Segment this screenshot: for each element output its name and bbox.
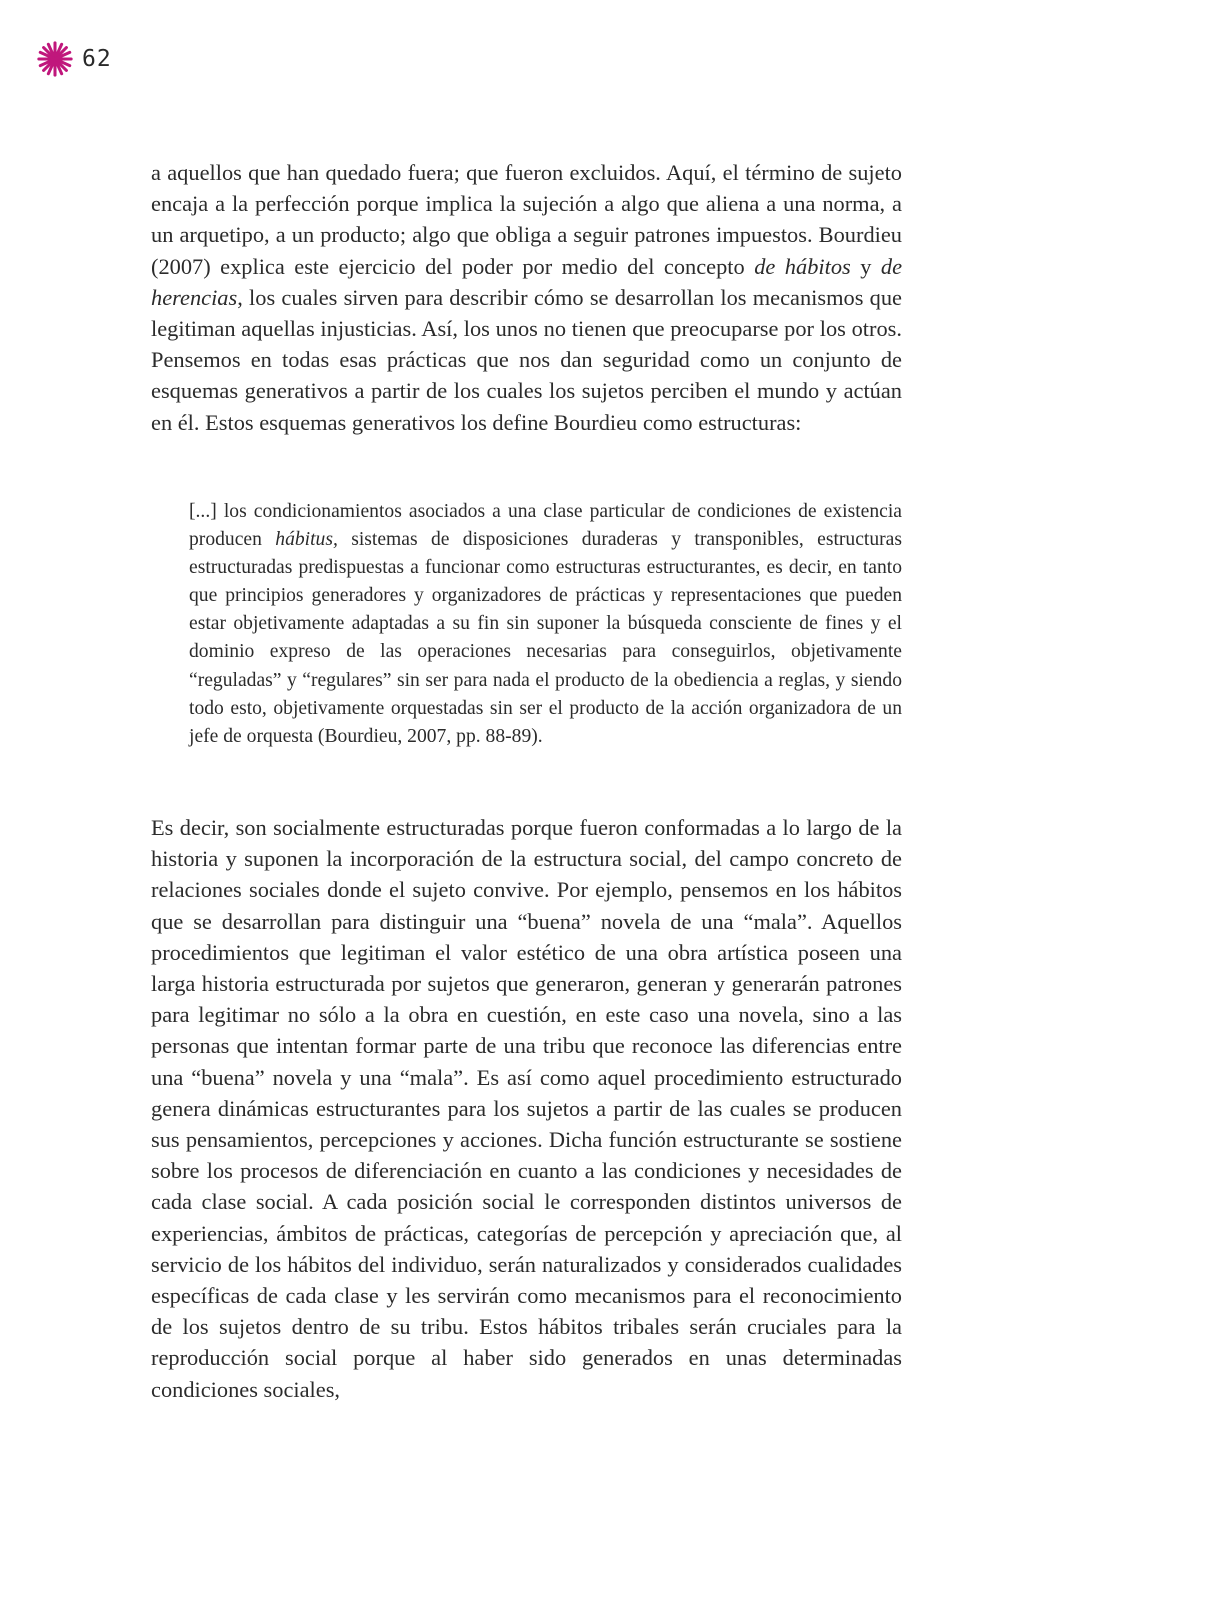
body-paragraph-2: Es decir, son socialmente estructuradas porque fueron conformadas a lo largo de la historia y suponen la incorporación de la estructura social, del campo concreto de relaciones sociales donde el sujeto convive. Por ejemplo, pensemos en los hábitos que se desarrollan para distinguir una “buena” novela de una “mala”. Aquellos procedimientos que legitiman el valor estético de una obra artística poseen una larga historia estructurada por sujetos que generaron, generan y generarán patrones para legitimar no sólo a la obra en cuestión, en este caso una novela, sino a las personas que intentan formar parte de una tribu que reconoce las diferencias entre una “buena” novela y una “mala”. Es así como aquel procedimiento estructurado genera dinámicas estructurantes para los sujetos a partir de las cuales se producen sus pensamientos, percepciones y acciones. Dicha función estructurante se sostiene sobre los procesos de diferenciación en cuanto a las condiciones y necesidades de cada clase social. A cada posición social le corresponden distintos universos de experiencias, ámbitos de prácticas, categorías de percepción y apreciación que, al servicio de los hábitos del individuo, serán naturalizados y considerados cualidades específicas de cada clase y les servirán como mecanismos para el reconocimiento de los sujetos dentro de su tribu. Estos hábitos tribales serán cruciales para la reproducción social porque al haber sido generados en unas determinadas condiciones sociales,	[151, 815, 902, 1402]
block-quote	[189, 498, 902, 751]
term-herencias: de herencias	[151, 253, 903, 310]
page-number: 62	[82, 46, 112, 72]
page-header	[36, 40, 112, 78]
paragraph-1-text-a: a aquellos que han quedado fuera; que fueron excluidos. Aquí, el término de sujeto encaja a la perfección porque implica la sujeción a algo que aliena a una norma, a un arquetipo, a un producto; algo que obliga a seguir patrones impuestos. Bourdieu (2007) explica este ejercicio del poder por medio del concepto	[151, 160, 902, 279]
quote-text-a: [...] los condicionamientos asociados a una clase particular de condiciones de existencia producen	[189, 501, 902, 551]
body-paragraph-1	[151, 157, 902, 438]
quote-text-b: sistemas de disposiciones duraderas y transponibles, estructuras estructuradas predispuestas a funcionar como estructuras estructurantes, es decir, en tanto que principios generadores y organizadores de prácticas y representaciones que pueden estar objetivamente adaptadas a su fin sin suponer la búsqueda consciente de fines y el dominio expreso de las operaciones necesarias para conseguirlos, objetivamente “reguladas” y “regulares” sin ser para nada el producto de la obediencia a reglas, y siendo todo esto, objetivamente orquestadas sin ser el producto de la acción organizadora de un jefe de orquesta (Bourdieu, 2007, pp. 88-89).	[189, 529, 902, 747]
paragraph-1-text-b: y	[850, 253, 881, 279]
term-habitos: de hábitos	[754, 253, 851, 279]
paragraph-1-text-c: , los cuales sirven para describir cómo se desarrollan los mecanismos que legitiman aquellas injusticias. Así, los unos no tienen que preocuparse por los otros. Pensemos en todas esas prácticas que nos dan seguridad como un conjunto de esquemas generativos a partir de los cuales los sujetos perciben el mundo y actúan en él. Estos esquemas generativos los define Bourdieu como estructuras:	[151, 284, 902, 435]
asterisk-icon	[36, 40, 74, 78]
quote-term-habitus: hábitus,	[275, 529, 338, 551]
